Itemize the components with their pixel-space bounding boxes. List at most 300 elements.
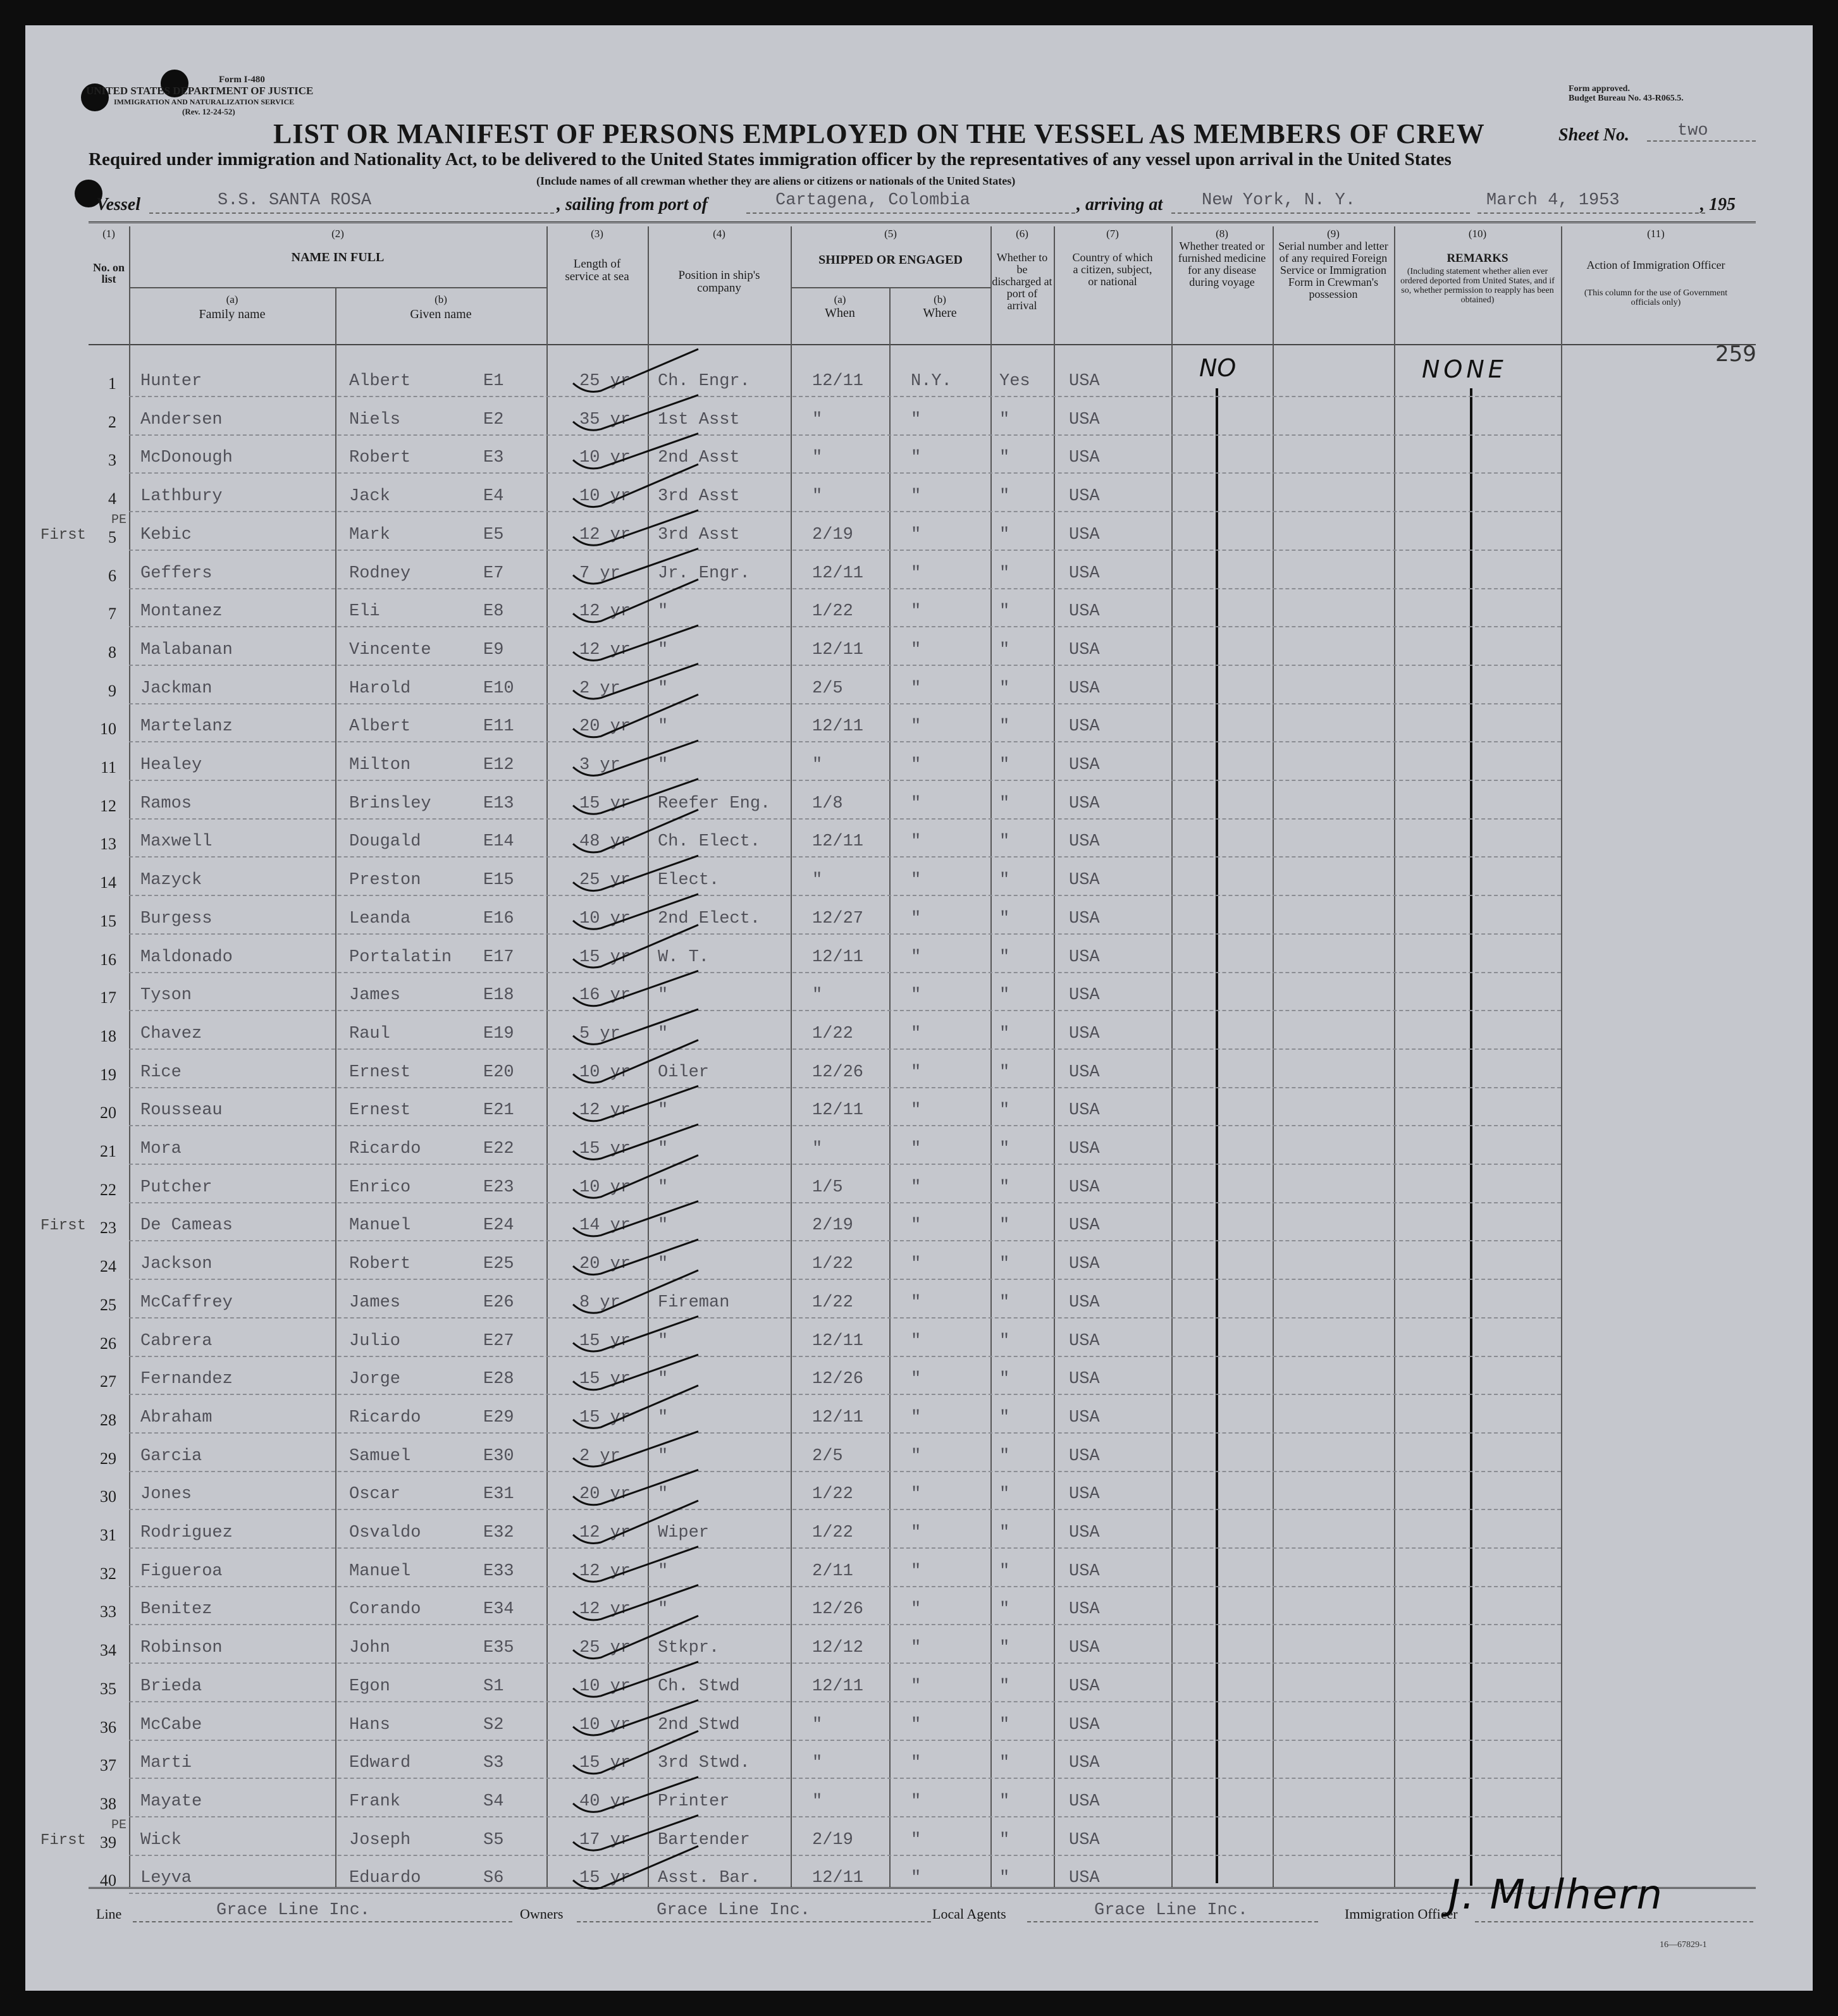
cell-given: Samuel — [349, 1446, 411, 1466]
cell-where: " — [911, 602, 922, 622]
position-header-text: Position in ship's company — [678, 269, 760, 295]
sheet-number-value: two — [1677, 121, 1708, 140]
cell-given: Manuel — [349, 1216, 411, 1236]
cell-country: USA — [1069, 1485, 1100, 1504]
cell-given: Corando — [349, 1600, 421, 1620]
cell-country: USA — [1069, 1216, 1100, 1236]
cell-given: Enrico — [349, 1177, 411, 1197]
cell-id: E31 — [483, 1485, 514, 1504]
cell-position: " — [658, 986, 669, 1005]
col-line — [1561, 226, 1562, 1887]
cell-length: 10 yr — [579, 1676, 631, 1696]
cell-country: USA — [1069, 602, 1100, 622]
cell-discharged: " — [999, 1024, 1010, 1043]
cell-given: Robert — [349, 1255, 411, 1274]
cell-when: " — [812, 1715, 823, 1735]
when-a: (a) — [834, 293, 846, 305]
sailing-label: , sailing from port of — [557, 195, 708, 214]
row-number: 26 — [100, 1334, 116, 1353]
cell-given: Albert — [349, 372, 411, 391]
cell-id: E2 — [483, 410, 504, 429]
cell-when: " — [812, 871, 823, 890]
cell-country: USA — [1069, 1446, 1100, 1466]
cell-id: E21 — [483, 1101, 514, 1121]
action-note-text: (This column for the use of Government officials only) — [1584, 288, 1728, 307]
cell-discharged: " — [999, 1830, 1010, 1850]
row-number: 30 — [100, 1487, 116, 1506]
cell-length: 10 yr — [579, 909, 631, 928]
cell-length: 10 yr — [579, 1062, 631, 1082]
cell-family: Putcher — [140, 1177, 213, 1197]
cell-where: " — [911, 794, 922, 813]
sheet-number — [1647, 140, 1756, 142]
cell-length: 35 yr — [579, 410, 631, 429]
cell-id: E30 — [483, 1446, 514, 1466]
cell-id: E24 — [483, 1216, 514, 1236]
remarks-note — [1399, 267, 1556, 305]
row-number: 8 — [108, 642, 116, 661]
cell-length: 15 yr — [579, 1370, 631, 1389]
cell-when: 2/5 — [812, 679, 843, 698]
row-rule — [129, 1317, 1561, 1318]
cell-position: Ch. Elect. — [658, 832, 761, 852]
cell-where: " — [911, 1561, 922, 1581]
cell-position: Ch. Engr. — [658, 372, 750, 391]
length-header — [555, 258, 639, 283]
cell-where: " — [911, 1024, 922, 1043]
cell-when: 2/19 — [812, 1216, 853, 1236]
cell-family: Jackson — [140, 1255, 213, 1274]
cell-discharged: " — [999, 1331, 1010, 1351]
col-line — [1273, 226, 1274, 1887]
cell-given: Egon — [349, 1676, 390, 1696]
cell-discharged: " — [999, 410, 1010, 429]
row-rule — [129, 1586, 1561, 1587]
cell-where: " — [911, 1792, 922, 1811]
row-number: 20 — [100, 1103, 116, 1122]
when-header: When — [825, 306, 855, 320]
row-rule — [129, 1701, 1561, 1702]
row-number: 24 — [100, 1257, 116, 1276]
row-rule — [129, 1087, 1561, 1088]
cell-given: Niels — [349, 410, 401, 429]
cell-country: USA — [1069, 1600, 1100, 1620]
cell-length: 12 yr — [579, 602, 631, 622]
cell-discharged: " — [999, 794, 1010, 813]
cell-family: Andersen — [140, 410, 223, 429]
row-rule — [129, 1240, 1561, 1241]
cell-family: Mazyck — [140, 871, 202, 890]
cell-given: Julio — [349, 1331, 401, 1351]
given-name-header: Given name — [410, 307, 472, 321]
cell-given: Albert — [349, 717, 411, 737]
cell-where: " — [911, 1446, 922, 1466]
cell-where: " — [911, 487, 922, 507]
row-number: 25 — [100, 1295, 116, 1314]
cell-given: Raul — [349, 1024, 390, 1043]
cell-family: Wick — [140, 1830, 182, 1850]
length-header-text: Length of service at sea — [565, 257, 629, 283]
cell-length: 16 yr — [579, 986, 631, 1005]
cell-where: N.Y. — [911, 372, 952, 391]
cell-given: Ricardo — [349, 1140, 421, 1159]
cell-given: Dougald — [349, 832, 421, 852]
cell-country: USA — [1069, 1370, 1100, 1389]
cell-given: Jack — [349, 487, 390, 507]
remarks-handwriting: NONE — [1422, 355, 1507, 383]
cell-discharged: " — [999, 717, 1010, 737]
cell-where: " — [911, 1754, 922, 1773]
action-note — [1575, 288, 1737, 307]
cell-id: E3 — [483, 448, 504, 468]
cell-discharged: " — [999, 1523, 1010, 1542]
cell-where: " — [911, 756, 922, 775]
cell-position: Oiler — [658, 1062, 710, 1082]
vessel-underline — [149, 212, 554, 214]
discharged-header — [992, 252, 1052, 312]
family-name-header: Family name — [199, 307, 266, 321]
cell-length: 2 yr — [579, 1446, 620, 1466]
cell-id: E32 — [483, 1523, 514, 1542]
cell-country: USA — [1069, 909, 1100, 928]
col-line — [648, 226, 649, 1887]
row-rule — [129, 1855, 1561, 1856]
cell-where: " — [911, 448, 922, 468]
cell-family: Benitez — [140, 1600, 213, 1620]
cell-length: 7 yr — [579, 563, 620, 583]
cell-family: McDonough — [140, 448, 233, 468]
col9-number: (9) — [1327, 228, 1340, 240]
cell-position: 3rd Stwd. — [658, 1754, 750, 1773]
cell-when: 12/11 — [812, 563, 864, 583]
row-number: 22 — [100, 1180, 116, 1199]
cell-family: Maxwell — [140, 832, 213, 852]
cell-family: Figueroa — [140, 1561, 223, 1581]
cell-length: 14 yr — [579, 1216, 631, 1236]
cell-id: E14 — [483, 832, 514, 852]
footer-line-underline — [133, 1921, 512, 1922]
department: UNITED STATES DEPARTMENT OF JUSTICE — [86, 85, 314, 97]
cell-length: 12 yr — [579, 525, 631, 544]
footer-line-value: Grace Line Inc. — [216, 1901, 371, 1920]
row-rule — [129, 1893, 1561, 1894]
cell-given: Joseph — [349, 1830, 411, 1850]
cell-length: 3 yr — [579, 756, 620, 775]
cell-position: " — [658, 1561, 669, 1581]
footer-agents-underline — [1027, 1921, 1318, 1922]
col8-number: (8) — [1216, 228, 1228, 240]
row-rule — [129, 1778, 1561, 1779]
departure-port: Cartagena, Colombia — [775, 191, 970, 210]
row-rule — [129, 511, 1561, 512]
cell-position: W. T. — [658, 947, 710, 967]
cell-family: Fernandez — [140, 1370, 233, 1389]
cell-position: Wiper — [658, 1523, 710, 1542]
cell-position: " — [658, 1024, 669, 1043]
cell-when: 1/22 — [812, 1293, 853, 1312]
cell-length: 15 yr — [579, 1140, 631, 1159]
cell-position: " — [658, 679, 669, 698]
cell-given: Jorge — [349, 1370, 401, 1389]
form-approved: Form approved. — [1569, 84, 1630, 94]
row-number: 4 — [108, 489, 116, 508]
row-number: 9 — [108, 681, 116, 700]
cell-position: " — [658, 1331, 669, 1351]
cell-country: USA — [1069, 1638, 1100, 1658]
row-rule — [129, 1048, 1561, 1050]
cell-where: " — [911, 1062, 922, 1082]
treated-header-text: Whether treated or furnished medicine for any disease during voyage — [1178, 240, 1266, 288]
cell-position: " — [658, 1600, 669, 1620]
cell-country: USA — [1069, 563, 1100, 583]
cell-country: USA — [1069, 1062, 1100, 1082]
cell-discharged: " — [999, 487, 1010, 507]
cell-where: " — [911, 1869, 922, 1888]
cell-where: " — [911, 1676, 922, 1696]
cell-when: " — [812, 1754, 823, 1773]
cell-when: 12/11 — [812, 832, 864, 852]
cell-discharged: " — [999, 563, 1010, 583]
cell-discharged: " — [999, 1216, 1010, 1236]
cell-id: E29 — [483, 1408, 514, 1427]
cell-discharged: " — [999, 909, 1010, 928]
row-rule — [129, 588, 1561, 589]
cell-position: " — [658, 1216, 669, 1236]
cell-when: 2/19 — [812, 525, 853, 544]
cell-given: James — [349, 1293, 401, 1312]
cell-country: USA — [1069, 1024, 1100, 1043]
cell-id: E26 — [483, 1293, 514, 1312]
row-rule — [129, 1202, 1561, 1203]
cell-where: " — [911, 909, 922, 928]
row-number: 21 — [100, 1142, 116, 1160]
cell-where: " — [911, 1523, 922, 1542]
action-header — [1575, 259, 1737, 271]
cell-when: 2/11 — [812, 1561, 853, 1581]
cell-given: Edward — [349, 1754, 411, 1773]
cell-where: " — [911, 1408, 922, 1427]
cell-when: 12/11 — [812, 1101, 864, 1121]
row-number: 6 — [108, 566, 116, 585]
cell-discharged: " — [999, 525, 1010, 544]
cell-id: E35 — [483, 1638, 514, 1658]
cell-id: E17 — [483, 947, 514, 967]
cell-country: USA — [1069, 1830, 1100, 1850]
cell-position: " — [658, 1177, 669, 1197]
cell-given: Milton — [349, 756, 411, 775]
footer-line-label: Line — [96, 1906, 122, 1922]
cell-family: Burgess — [140, 909, 213, 928]
cell-discharged: " — [999, 1062, 1010, 1082]
cell-id: S6 — [483, 1869, 504, 1888]
cell-when: 1/22 — [812, 1255, 853, 1274]
cell-id: E22 — [483, 1140, 514, 1159]
row-rule — [129, 1356, 1561, 1357]
cell-when: 12/11 — [812, 640, 864, 660]
row-rule — [129, 1279, 1561, 1280]
cell-length: 25 yr — [579, 871, 631, 890]
col-line — [1054, 226, 1055, 1887]
country-header — [1069, 252, 1156, 288]
cell-position: " — [658, 640, 669, 660]
officer-signature: J. Mulhern — [1448, 1872, 1663, 1919]
cell-position: Elect. — [658, 871, 720, 890]
margin-note: PE — [111, 1817, 127, 1833]
cell-id: S1 — [483, 1676, 504, 1696]
cell-discharged: " — [999, 1754, 1010, 1773]
cell-length: 12 yr — [579, 640, 631, 660]
cell-when: 12/11 — [812, 372, 864, 391]
arriving-label: , arriving at — [1076, 195, 1163, 214]
cell-id: E4 — [483, 487, 504, 507]
cell-given: Frank — [349, 1792, 401, 1811]
cell-family: McCaffrey — [140, 1293, 233, 1312]
cell-when: 12/26 — [812, 1370, 864, 1389]
cell-family: De Cameas — [140, 1216, 233, 1236]
revision: (Rev. 12-24-52) — [182, 107, 235, 116]
row-rule — [129, 550, 1561, 551]
cell-id: E16 — [483, 909, 514, 928]
cell-family: Chavez — [140, 1024, 202, 1043]
row-number: 19 — [100, 1065, 116, 1084]
cell-country: USA — [1069, 1523, 1100, 1542]
cell-position: " — [658, 1140, 669, 1159]
cell-discharged: " — [999, 871, 1010, 890]
cell-id: E27 — [483, 1331, 514, 1351]
row-rule — [129, 895, 1561, 896]
cell-discharged: " — [999, 1140, 1010, 1159]
cell-when: 12/11 — [812, 1331, 864, 1351]
row-rule — [129, 626, 1561, 627]
cell-discharged: " — [999, 679, 1010, 698]
cell-position: " — [658, 1408, 669, 1427]
cell-length: 12 yr — [579, 1561, 631, 1581]
col-line — [546, 226, 548, 1887]
arrival-date: March 4, 1953 — [1486, 191, 1620, 210]
arrival-underline — [1171, 212, 1470, 214]
cell-where: " — [911, 1331, 922, 1351]
cell-id: E5 — [483, 525, 504, 544]
cell-when: 12/11 — [812, 717, 864, 737]
budget-bureau: Budget Bureau No. 43-R065.5. — [1569, 94, 1684, 103]
row-number: 28 — [100, 1410, 116, 1429]
cell-when: " — [812, 1792, 823, 1811]
cell-country: USA — [1069, 717, 1100, 737]
row-number: 17 — [100, 988, 116, 1007]
cell-given: Ernest — [349, 1062, 411, 1082]
cell-position: 2nd Elect. — [658, 909, 761, 928]
cell-when: " — [812, 410, 823, 429]
row-number: 38 — [100, 1794, 116, 1813]
cell-discharged: " — [999, 1408, 1010, 1427]
cell-position: " — [658, 1370, 669, 1389]
remarks-ditto-line — [1470, 388, 1472, 1886]
cell-position: Stkpr. — [658, 1638, 720, 1658]
cell-given: Vincente — [349, 640, 431, 660]
row-number: 29 — [100, 1449, 116, 1468]
cell-id: E18 — [483, 986, 514, 1005]
col6-number: (6) — [1016, 228, 1028, 240]
footer-agents-label: Local Agents — [932, 1906, 1006, 1922]
cell-length: 15 yr — [579, 947, 631, 967]
cell-country: USA — [1069, 947, 1100, 967]
cell-discharged: " — [999, 1255, 1010, 1274]
cell-position: 3rd Asst — [658, 525, 740, 544]
date-underline — [1477, 212, 1705, 214]
footer-officer-label: Immigration Officer — [1345, 1906, 1458, 1922]
cell-discharged: " — [999, 1638, 1010, 1658]
row-rule — [129, 1663, 1561, 1664]
cell-length: 15 yr — [579, 1869, 631, 1888]
row-number: 11 — [100, 758, 116, 777]
margin-note: First — [40, 526, 87, 544]
cell-discharged: " — [999, 947, 1010, 967]
row-number: 3 — [108, 451, 116, 470]
cell-discharged: " — [999, 756, 1010, 775]
row-rule — [129, 703, 1561, 704]
cell-length: 10 yr — [579, 1715, 631, 1735]
cell-country: USA — [1069, 679, 1100, 698]
name-subheader-rule — [129, 287, 546, 288]
cell-given: Harold — [349, 679, 411, 698]
treated-ditto-line — [1216, 388, 1218, 1883]
cell-family: Jones — [140, 1485, 192, 1504]
cell-discharged: " — [999, 1792, 1010, 1811]
cell-family: Brieda — [140, 1676, 202, 1696]
discharged-header-text: Whether to be discharged at port of arrival — [992, 251, 1052, 312]
cell-where: " — [911, 717, 922, 737]
col-line — [129, 226, 130, 1887]
cell-discharged: " — [999, 986, 1010, 1005]
row-number: 13 — [100, 835, 116, 854]
cell-length: 12 yr — [579, 1600, 631, 1620]
cell-length: 5 yr — [579, 1024, 620, 1043]
where-header: Where — [923, 306, 957, 320]
cell-length: 8 yr — [579, 1293, 620, 1312]
page-title: LIST OR MANIFEST OF PERSONS EMPLOYED ON THE VESSEL AS MEMBERS OF CREW — [273, 118, 1485, 149]
row-number: 12 — [100, 796, 116, 815]
cell-country: USA — [1069, 1101, 1100, 1121]
cell-family: Rousseau — [140, 1101, 223, 1121]
row-rule — [129, 856, 1561, 857]
row-number: 33 — [100, 1602, 116, 1621]
row-rule — [129, 665, 1561, 666]
cell-position: Reefer Eng. — [658, 794, 771, 813]
cell-id: E19 — [483, 1024, 514, 1043]
cell-discharged: " — [999, 1715, 1010, 1735]
cell-when: 12/26 — [812, 1062, 864, 1082]
cell-where: " — [911, 947, 922, 967]
row-rule — [129, 741, 1561, 742]
row-number: 39 — [100, 1833, 116, 1852]
row-rule — [129, 1740, 1561, 1741]
cell-given: Ernest — [349, 1101, 411, 1121]
cell-id: E28 — [483, 1370, 514, 1389]
col3-number: (3) — [591, 228, 603, 240]
remarks-note-text: (Including statement whether alien ever ordered deported from United States, and if so, whether permission to reapply has been obtained) — [1400, 267, 1555, 305]
cell-family: Geffers — [140, 563, 213, 583]
cell-where: " — [911, 1101, 922, 1121]
cell-id: E34 — [483, 1600, 514, 1620]
cell-length: 20 yr — [579, 1255, 631, 1274]
cell-position: 2nd Stwd — [658, 1715, 740, 1735]
cell-position: 3rd Asst — [658, 487, 740, 507]
cell-country: USA — [1069, 487, 1100, 507]
cell-family: Cabrera — [140, 1331, 213, 1351]
cell-when: " — [812, 448, 823, 468]
cell-position: " — [658, 1446, 669, 1466]
cell-family: Montanez — [140, 602, 223, 622]
